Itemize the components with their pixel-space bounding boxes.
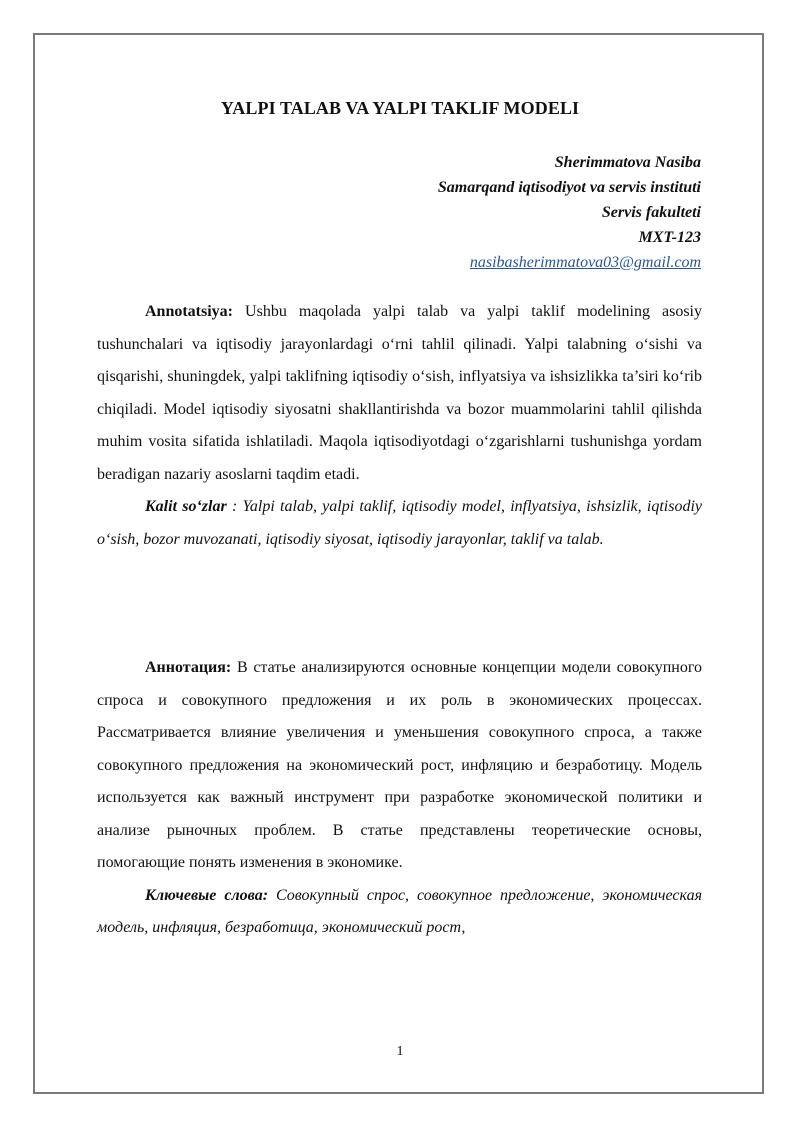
keywords-ru-paragraph — [97, 880, 702, 945]
abstract-uz-label: Annotatsiya: — [145, 303, 234, 320]
abstract-ru-section — [97, 652, 702, 945]
document-title: YALPI TALAB VA YALPI TAKLIF MODELI — [220, 98, 580, 118]
abstract-uz-paragraph — [97, 296, 702, 491]
abstract-ru-label: Аннотация: — [145, 659, 232, 676]
keywords-uz-label: Kalit so‘zlar — [145, 498, 227, 515]
keywords-ru-text: Совокупный спрос, совокупное предложение, экономическая модель, инфляция, безработица, экономический рост, — [97, 886, 703, 936]
author-email-link[interactable]: nasibasherimmatova03@gmail.com — [469, 254, 701, 271]
author-block — [438, 150, 701, 275]
author-name: Sherimmatova Nasiba — [554, 154, 701, 171]
keywords-ru-label: Ключевые слова: — [145, 886, 269, 904]
abstract-uz-section — [97, 296, 702, 556]
author-group: MXT-123 — [638, 229, 701, 246]
author-faculty: Servis fakulteti — [601, 204, 701, 221]
abstract-ru-paragraph — [97, 652, 702, 880]
author-institution: Samarqand iqtisodiyot va servis instituti — [437, 179, 701, 196]
page-number: 1 — [396, 1044, 404, 1059]
abstract-uz-text: Ushbu maqolada yalpi talab va yalpi taklif modelining asosiy tushunchalari va iqtisodiy jarayonlardagi o‘rni tahlil qilinadi. Yalpi talabning o‘sishi va qisqarishi, shuningdek, yalpi taklifning iqtisodiy o‘sish, inflyatsiya va ishsizlikka ta’siri ko‘rib chiqiladi. Model iqtisodiy siyosatni shakllantirishda va bozor muammolarini tahlil qilishda muhim vosita sifatida ishlatiladi. Maqola iqtisodiyotdagi o‘zgarishlarni tushunishga yordam beradigan nazariy asoslarni taqdim etadi. — [97, 303, 702, 483]
keywords-uz-text: : Yalpi talab, yalpi taklif, iqtisodiy model, inflyatsiya, ishsizlik, iqtisodiy o‘sish, bozor muvozanati, iqtisodiy siyosat, iqtisodiy jarayonlar, taklif va talab. — [97, 498, 702, 548]
keywords-uz-paragraph — [97, 491, 702, 556]
abstract-ru-text: В статье анализируются основные концепции модели совокупного спроса и совокупного предложения и их роль в экономических процессах. Рассматривается влияние увеличения и уменьшения совокупного спроса, а также совокупного предложения на экономический рост, инфляцию и безработицу. Модель используется как важный инструмент при разработке экономической политики и анализе рыночных проблем. В статье представлены теоретические основы, помогающие понять изменения в экономике. — [97, 659, 702, 871]
